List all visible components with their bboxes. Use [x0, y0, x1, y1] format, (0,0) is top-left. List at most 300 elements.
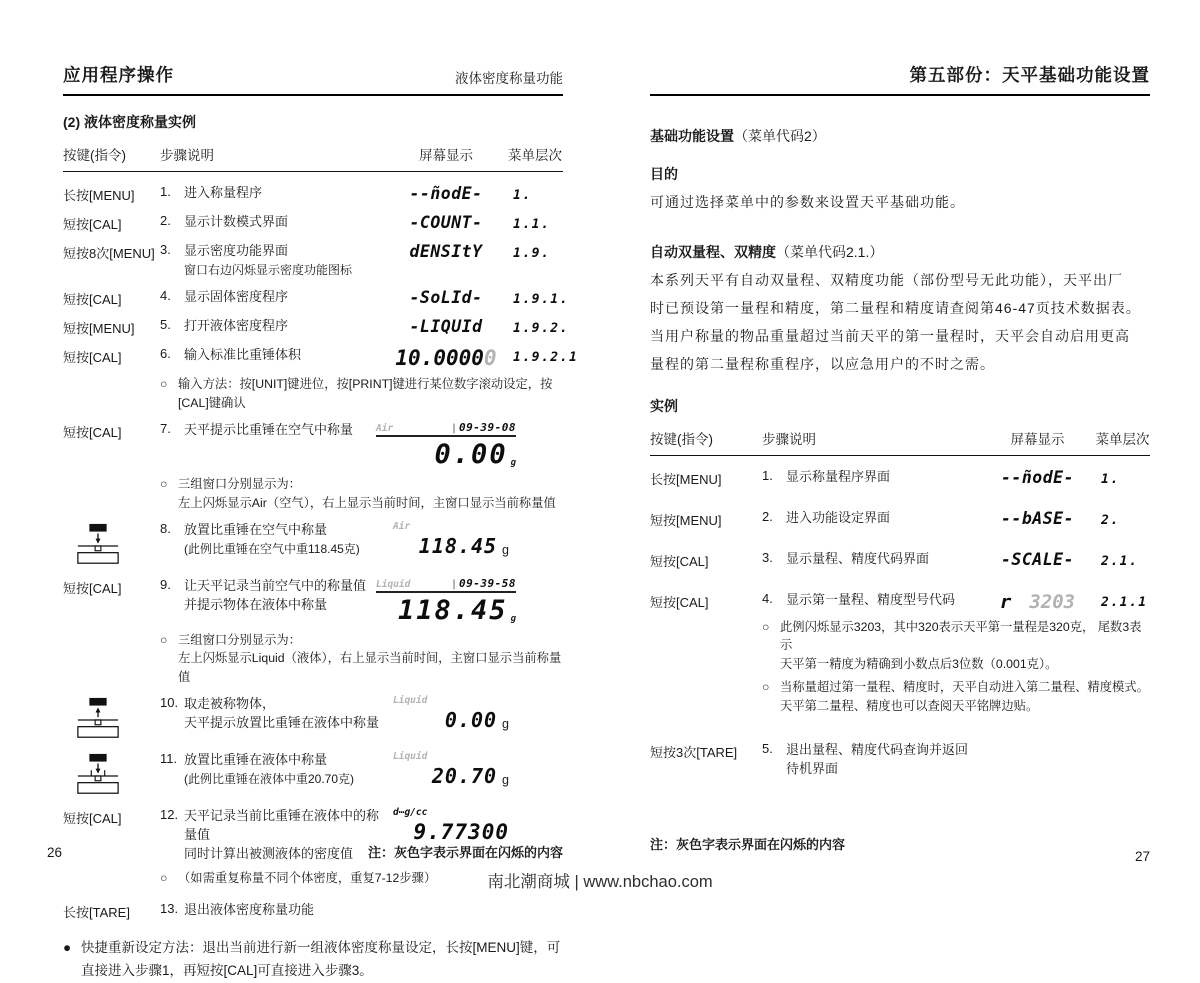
lcd-display	[376, 577, 516, 626]
page-right	[650, 62, 1150, 872]
note-lines	[178, 631, 563, 686]
step-desc	[160, 421, 385, 440]
lcd-segment-text: --ñodE-	[409, 184, 483, 203]
note-item	[160, 375, 563, 412]
remove-weight-icon	[75, 696, 121, 742]
step-desc-lines	[786, 468, 890, 487]
lcd-segment-text: -SoLId-	[409, 288, 483, 308]
step-main-line	[63, 695, 563, 742]
lcd-weight-value: 118.45	[418, 533, 498, 558]
step-number: 6.	[160, 346, 171, 362]
screen-display-cell	[385, 288, 507, 308]
table-step-row	[63, 346, 579, 412]
step-notes	[160, 475, 563, 512]
screen-display	[395, 346, 496, 370]
screen-display-cell	[385, 213, 507, 233]
place-air-icon-wrap	[75, 522, 121, 568]
menu-level: 1.9.2.	[513, 321, 569, 337]
step-desc	[160, 751, 385, 788]
step-desc-line: 取走被称物体，	[184, 696, 276, 712]
table-step-row	[650, 509, 1150, 529]
section-dual-range	[650, 242, 1150, 262]
table-step-row	[63, 288, 569, 308]
key-command-label: 短按[CAL]	[63, 217, 122, 232]
screen-display-cell	[376, 421, 516, 471]
screen-display	[409, 288, 482, 308]
step-desc	[762, 591, 980, 610]
flash-content-note: 注：灰色字表示界面在闪烁的内容	[367, 845, 563, 860]
step-desc-lines	[786, 741, 980, 779]
step-desc-cell	[762, 591, 980, 610]
key-command-cell	[63, 288, 160, 308]
step-desc-line: 输入标准比重锤体积	[184, 347, 302, 363]
step-desc	[160, 577, 385, 615]
note-line: 天平第二量程、精度也可以查阅天平铭牌边贴。	[780, 698, 1039, 713]
menu-level-cell	[507, 807, 569, 809]
body-line: 时已预设第一量程和精度，第二量程和精度请查阅第46-47页技术数据表。	[650, 300, 1141, 316]
screen-display-cell	[385, 695, 507, 732]
step-desc-lines	[184, 184, 262, 203]
note-item	[160, 475, 563, 512]
lcd-time: 09-39-08	[459, 421, 516, 435]
note-marker-icon: ○	[762, 680, 770, 695]
section-menu-code: （菜单代码2.1.）	[776, 244, 884, 260]
step-desc-lines	[184, 521, 360, 558]
step-main-line	[63, 901, 563, 921]
step-desc-cell	[160, 242, 385, 279]
note-line: 此例闪烁显示3203，其中320表示天平第一量程是320克， 尾数3表示	[780, 620, 1142, 653]
column-header-desc: 步骤说明	[160, 148, 214, 163]
key-command-cell	[63, 577, 160, 597]
step-desc	[762, 741, 980, 779]
step-desc	[160, 695, 385, 733]
step-desc-lines	[184, 695, 379, 733]
section-title: 基础功能设置	[650, 128, 734, 144]
step-desc-cell	[762, 509, 980, 528]
table-step-row	[650, 741, 1150, 779]
key-command-cell	[63, 242, 160, 262]
note-line: 当称量超过第一量程、精度时，天平自动进入第二量程、精度模式。	[780, 680, 1149, 695]
table-step-row	[650, 550, 1150, 570]
step-desc-line: 天平提示放置比重锤在液体中称量	[184, 715, 380, 731]
lcd-unit-label: g	[502, 773, 509, 788]
step-desc-line: 并提示物体在液体中称量	[184, 596, 328, 612]
screen-display	[1001, 509, 1074, 529]
step-desc-lines	[184, 807, 385, 864]
step-main-line	[63, 421, 563, 470]
key-command-cell	[63, 421, 160, 441]
place-weight-in-liquid-icon	[75, 752, 121, 798]
note-marker-icon: ○	[160, 477, 168, 492]
key-command-cell	[63, 346, 160, 366]
step-main-line	[63, 288, 569, 308]
section-basic-settings	[650, 126, 1150, 146]
step-desc-lines	[786, 591, 955, 610]
menu-level-cell	[507, 213, 569, 233]
note-marker-icon: ○	[160, 632, 168, 647]
table-step-row	[63, 421, 563, 512]
note-marker-icon: ○	[160, 377, 168, 392]
lcd-segment-text: -LIQUId	[409, 317, 483, 337]
menu-level-cell	[1095, 741, 1156, 743]
screen-display	[1000, 591, 1075, 613]
table-step-row	[63, 521, 563, 568]
step-number: 10.	[160, 695, 179, 711]
screen-display-cell	[980, 468, 1095, 488]
step-desc-line: 进入功能设定界面	[786, 510, 891, 525]
lcd-code-prefix: r	[999, 591, 1012, 613]
watermark-site-text: 南北潮商城 | www.nbchao.com	[487, 873, 713, 891]
step-number: 5.	[160, 317, 171, 333]
lcd-unit-label: g	[510, 613, 516, 624]
key-command-label: 长按[MENU]	[63, 188, 135, 203]
table-step-row	[63, 242, 563, 279]
screen-display	[376, 577, 516, 626]
screen-display-cell	[385, 242, 507, 262]
menu-level: 1.	[1101, 472, 1120, 487]
menu-level-cell	[507, 901, 569, 903]
screen-display	[1001, 468, 1074, 488]
note-lines	[780, 678, 1149, 715]
step-desc-cell	[160, 901, 385, 920]
step-desc-lines	[184, 421, 353, 440]
key-command-cell	[650, 741, 762, 761]
note-line: 三组窗口分别显示为：	[178, 477, 301, 492]
lcd-segment-text: --bASE-	[1000, 509, 1075, 528]
lcd-flashing-digit: 0	[483, 346, 497, 371]
lcd-time-group	[449, 577, 516, 590]
screen-display	[383, 807, 509, 844]
menu-level-cell	[507, 751, 569, 753]
note-line: 左上闪烁显示Air（空气），右上显示当前时间，主窗口显示当前称量值	[178, 495, 556, 510]
table-step-row	[63, 213, 563, 233]
step-desc-lines	[184, 213, 288, 232]
key-command-cell	[63, 751, 160, 798]
lcd-segment-text: -COUNT-	[409, 213, 483, 232]
key-command-label: 短按[CAL]	[650, 595, 709, 610]
place-weight-icon	[75, 522, 121, 568]
left-section-title: (2) 液体密度称量实例	[63, 114, 196, 130]
column-header-display: 屏幕显示	[1010, 432, 1065, 447]
menu-level-cell	[1095, 509, 1156, 529]
key-command-label: 长按[TARE]	[63, 905, 130, 921]
step-number: 12.	[160, 807, 179, 823]
step-desc-cell	[762, 550, 980, 569]
step-number: 3.	[762, 550, 773, 565]
lcd-mode-label: Air	[376, 423, 394, 435]
note-line: 左上闪烁显示Liquid（液体），右上显示当前时间，主窗口显示当前称量值	[178, 651, 562, 684]
menu-level-cell	[507, 317, 569, 337]
step-desc-lines	[184, 577, 366, 615]
shortcut-note	[63, 937, 563, 983]
table-step-row	[650, 591, 1150, 715]
step-notes	[160, 631, 563, 686]
note-line: 三组窗口分别显示为：	[178, 632, 301, 647]
step-number: 4.	[762, 591, 773, 606]
lcd-divider: |	[450, 423, 458, 435]
step-number: 5.	[762, 741, 773, 757]
section-purpose-body	[650, 188, 1150, 216]
step-desc-line: 进入称量程序	[184, 185, 263, 200]
key-command-cell	[63, 521, 160, 568]
bullet-icon: ●	[63, 940, 72, 956]
step-main-line	[63, 213, 563, 233]
lcd-weight-value: 118.45	[398, 594, 508, 626]
lcd-status-row	[376, 421, 516, 437]
step-number: 13.	[160, 901, 179, 917]
page-number: 27	[1134, 849, 1150, 864]
note-marker-icon: ○	[160, 870, 168, 885]
column-header-key: 按键(指令)	[63, 148, 126, 163]
lcd-segment-text: --ñodE-	[1000, 468, 1075, 487]
screen-display-cell	[385, 317, 507, 337]
lcd-status-row	[383, 751, 509, 762]
menu-level-cell	[507, 521, 569, 523]
lcd-mode-label: Air	[393, 520, 411, 532]
lcd-display	[383, 807, 509, 844]
step-desc-cell	[160, 184, 385, 203]
lcd-main-line	[383, 820, 509, 844]
place-liquid-icon-wrap	[75, 752, 121, 798]
step-number: 2.	[762, 509, 773, 524]
section-purpose-title: 目的	[650, 166, 678, 182]
step-desc-cell	[160, 213, 385, 232]
step-sub-note: (此例比重锤在液体中重20.70克)	[184, 772, 355, 787]
note-item	[762, 678, 1150, 715]
screen-display	[383, 751, 509, 788]
key-command-label: 短按[CAL]	[63, 580, 122, 596]
menu-level-cell	[507, 346, 579, 366]
step-desc-line: 显示称量程序界面	[786, 469, 891, 484]
step-desc-lines	[184, 288, 288, 307]
body-line: 本系列天平有自动双量程、双精度功能（部份型号无此功能），天平出厂	[650, 272, 1123, 288]
section-example-title: 实例	[650, 398, 678, 414]
step-desc-cell	[160, 751, 385, 788]
screen-display-cell	[376, 576, 516, 626]
screen-display-cell	[385, 521, 507, 558]
step-desc	[762, 509, 980, 528]
step-desc-line: 让天平记录当前空气中的称量值	[184, 577, 367, 593]
key-command-cell	[63, 901, 160, 921]
step-main-line	[63, 521, 563, 568]
step-number: 4.	[160, 288, 171, 304]
shortcut-note-line: 直接进入步骤1，再短按[CAL]可直接进入步骤3。	[81, 963, 373, 979]
body-line: 可通过选择菜单中的参数来设置天平基础功能。	[650, 194, 965, 210]
step-desc-line: 显示量程、精度代码界面	[786, 551, 930, 566]
menu-level: 1.9.	[513, 246, 551, 261]
right-header-title: 第五部份：天平基础功能设置	[909, 65, 1150, 85]
step-desc	[160, 346, 385, 365]
step-desc-cell	[160, 807, 385, 864]
lcd-divider: |	[450, 578, 458, 590]
page-number: 26	[47, 845, 63, 860]
lcd-status-row	[383, 695, 509, 706]
step-desc	[160, 184, 385, 203]
screen-display-cell	[980, 509, 1095, 529]
menu-level-cell	[507, 695, 569, 697]
key-command-cell	[63, 213, 160, 233]
step-desc	[160, 901, 385, 920]
step-notes	[762, 618, 1150, 715]
screen-display	[383, 695, 509, 732]
lcd-mode-label: Liquid	[393, 751, 428, 763]
step-desc-lines	[184, 242, 352, 279]
menu-level: 2.1.	[1101, 554, 1139, 569]
step-desc-line: 天平记录当前比重锤在液体中的称量值	[184, 808, 380, 843]
menu-level-cell	[507, 242, 569, 262]
key-command-label: 短按[CAL]	[650, 554, 709, 569]
key-command-label: 短按8次[MENU]	[63, 246, 155, 261]
table-step-row	[63, 577, 563, 686]
screen-display	[409, 242, 482, 262]
key-command-cell	[650, 591, 762, 611]
column-header-display: 屏幕显示	[419, 148, 473, 163]
key-command-cell	[650, 468, 762, 488]
lcd-weight-value: 0.00	[434, 439, 508, 471]
key-command-label: 短按[CAL]	[63, 811, 122, 827]
lcd-status-row	[383, 521, 509, 532]
lcd-time: 09-39-58	[459, 576, 516, 590]
key-command-label: 长按[MENU]	[650, 472, 722, 487]
step-sub-note: (此例比重锤在空气中重118.45克)	[184, 541, 360, 556]
lcd-display	[376, 421, 516, 470]
screen-display	[409, 184, 482, 204]
note-line: 输入方法：按[UNIT]键进位，按[PRINT]键进行某位数字滚动设定，按[CAL]键确认	[178, 377, 553, 410]
right-table-headers	[650, 428, 1150, 456]
step-main-line	[650, 509, 1150, 529]
lcd-code-display	[1000, 591, 1075, 613]
key-command-label: 短按[CAL]	[63, 292, 122, 308]
step-number: 8.	[160, 520, 171, 536]
lcd-weight-value: 0.00	[444, 708, 498, 733]
step-desc	[762, 550, 980, 569]
table-step-row	[63, 184, 563, 204]
body-line: 当用户称量的物品重量超过当前天平的第一量程时，天平会自动启用更高	[650, 328, 1130, 344]
body-line: 量程的第二量程称重程序，以应急用户的不时之需。	[650, 356, 995, 372]
step-main-line	[63, 577, 563, 626]
menu-level: 1.1.	[513, 217, 551, 232]
step-desc-cell	[762, 468, 980, 487]
step-number: 1.	[762, 468, 773, 483]
lcd-display	[383, 521, 509, 558]
note-marker-icon: ○	[762, 620, 770, 634]
step-number: 1.	[160, 184, 171, 199]
step-main-line	[63, 184, 563, 204]
step-sub-note: 窗口右边闪烁显示密度功能图标	[184, 262, 353, 277]
lcd-display	[383, 695, 509, 732]
lcd-segment-text: dENSItY	[409, 242, 483, 261]
lcd-status-row	[383, 807, 509, 818]
menu-level-cell	[1095, 591, 1156, 611]
table-step-row	[63, 695, 563, 742]
lcd-main-line	[383, 708, 509, 732]
lcd-flashing-code: 3203	[1029, 591, 1076, 613]
step-desc-cell	[160, 288, 385, 307]
step-number: 9.	[160, 576, 171, 592]
step-main-line	[63, 317, 569, 337]
key-command-cell	[63, 317, 160, 337]
screen-display	[376, 421, 516, 470]
lcd-unit-label: g	[502, 717, 509, 732]
step-main-line	[650, 591, 1150, 613]
step-desc-cell	[160, 317, 385, 336]
menu-level-cell	[507, 421, 569, 423]
step-desc	[160, 242, 385, 279]
lcd-segment-text: -SCALE-	[1000, 550, 1075, 569]
key-command-cell	[63, 184, 160, 204]
note-lines	[178, 475, 556, 512]
menu-level-cell	[1095, 550, 1156, 570]
lcd-main-line	[376, 595, 516, 626]
note-item	[160, 631, 563, 686]
page-left	[47, 62, 579, 979]
step-desc-line: 显示固体密度程序	[184, 289, 289, 305]
step-number: 11.	[160, 751, 178, 767]
screen-display-cell	[385, 751, 507, 788]
step-desc-line: 放置比重锤在空气中称量	[184, 521, 328, 537]
screen-display-cell	[980, 591, 1095, 613]
step-desc-cell	[762, 741, 980, 779]
section-dual-range-body	[650, 266, 1150, 378]
column-header-menu: 菜单层次	[1095, 432, 1150, 447]
left-header-subtitle: 液体密度称量功能	[455, 71, 563, 86]
screen-display-cell	[385, 807, 507, 844]
step-desc-lines	[786, 550, 929, 569]
left-page-header	[63, 62, 563, 96]
left-steps-table	[63, 184, 579, 921]
key-command-label: 短按[CAL]	[63, 425, 122, 441]
step-desc	[762, 468, 980, 487]
step-desc	[160, 807, 385, 864]
lcd-display	[383, 751, 509, 788]
lcd-mode-label: Liquid	[376, 578, 411, 590]
note-line: （如需重复称量不同个体密度，重复7-12步骤）	[178, 870, 437, 885]
section-title: 自动双量程、双精度	[650, 244, 776, 260]
step-desc	[160, 213, 385, 232]
right-steps-table	[650, 468, 1150, 779]
column-header-key: 按键(指令)	[650, 432, 713, 447]
key-command-label: 短按[MENU]	[63, 321, 135, 337]
menu-level: 1.9.1.	[513, 292, 569, 308]
key-command-cell	[650, 509, 762, 529]
step-desc-line: 同时计算出被测液体的密度值	[184, 845, 354, 861]
step-main-line	[63, 242, 563, 279]
step-desc-line: 退出量程、精度代码查询并返回待机界面	[786, 742, 969, 777]
note-item	[762, 618, 1150, 673]
menu-level: 1.	[513, 188, 532, 203]
note-lines	[780, 618, 1150, 673]
shortcut-note-text	[81, 937, 560, 983]
table-step-row	[650, 468, 1150, 488]
step-number: 7.	[160, 421, 171, 437]
step-desc	[160, 521, 385, 558]
screen-display-cell	[385, 346, 507, 370]
screen-display-cell	[980, 550, 1095, 570]
step-desc-cell	[160, 346, 385, 365]
lcd-main-line	[376, 439, 516, 470]
menu-level-cell	[507, 577, 569, 579]
lcd-main-line	[383, 764, 509, 788]
lcd-mode-label: Liquid	[393, 695, 428, 707]
screen-display	[1001, 550, 1074, 570]
table-step-row	[63, 751, 563, 798]
step-desc-lines	[786, 509, 890, 528]
menu-level-cell	[507, 184, 569, 204]
step-desc-line: 退出液体密度称量功能	[184, 902, 315, 918]
left-header-title: 应用程序操作	[63, 65, 174, 85]
lcd-entry-value: 10.00000	[395, 346, 497, 371]
lcd-weight-value: 20.70	[431, 764, 498, 789]
